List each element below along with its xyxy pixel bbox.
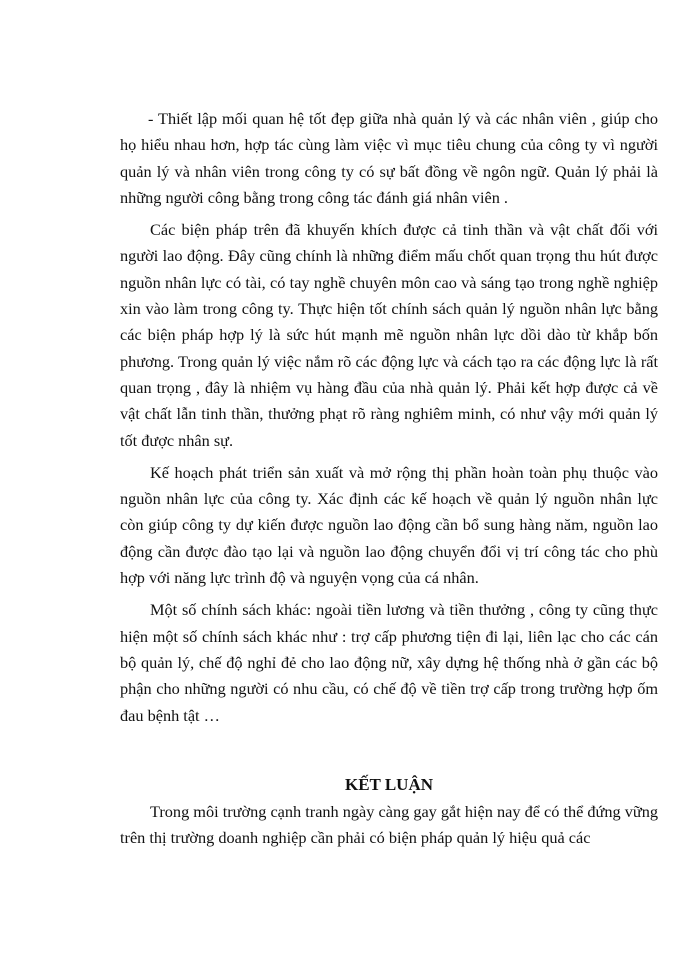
conclusion-paragraph: Trong môi trường cạnh tranh ngày càng gay gắt hiện nay để có thể đứng vững trên thị trường doanh nghiệp cần phải có biện pháp quản lý hiệu quả các	[120, 801, 658, 848]
paragraph-development-plan: Kế hoạch phát triển sản xuất và mở rộng thị phần hoàn toàn phụ thuộc vào nguồn nhân lực của công ty. Xác định các kế hoạch về quản lý nguồn nhân lực còn giúp công ty dự kiến được nguồn lao động cần bổ sung hàng năm, nguồn lao động cần được đào tạo lại và nguồn lao động chuyển đổi vị trí công tác cho phù hợp với năng lực trình độ và nguyện vọng của cá nhân.	[120, 462, 658, 588]
paragraph-other-policies: Một số chính sách khác: ngoài tiền lương và tiền thưởng , công ty cũng thực hiện một số chính sách khác như : trợ cấp phương tiện đi lại, liên lạc cho các cán bộ quản lý, chế độ nghỉ đẻ cho lao động nữ, xây dựng hệ thống nhà ở gần các bộ phận cho những người có nhu cầu, có chế độ về tiền trợ cấp trong trường hợp ốm đau bệnh tật …	[120, 600, 658, 725]
paragraph-incentive-measures: Các biện pháp trên đã khuyến khích được cả tinh thần và vật chất đối với người lao động. Đây cũng chính là những điểm mấu chốt quan trọng thu hút được nguồn nhân lực có tài, có tay nghề chuyên môn cao và sáng tạo trong nghề nghiệp xin vào làm trong công ty. Thực hiện tốt chính sách quản lý nguồn nhân lực bằng các biện pháp hợp lý là sức hút mạnh mẽ nguồn nhân lực dồi dào từ khắp bốn phương. Trong quản lý việc nắm rõ các động lực và cách tạo ra các động lực là rất quan trọng , đây là nhiệm vụ hàng đầu của nhà quản lý. Phải kết hợp được cả về vật chất lẫn tinh thần, thưởng phạt rõ ràng nghiêm minh, có như vậy mới quản lý tốt được nhân sự.	[120, 220, 658, 450]
bullet-paragraph-relationship: - Thiết lập mối quan hệ tốt đẹp giữa nhà quản lý và các nhân viên , giúp cho họ hiểu nhau hơn, hợp tác cùng làm việc vì mục tiêu chung của công ty vì người quản lý và nhân viên trong công ty có sự bất đồng về ngôn ngữ. Quản lý phải là những người công bằng trong công tác đánh giá nhân viên .	[120, 109, 658, 207]
document-body	[120, 106, 658, 857]
conclusion-heading: KẾT LUẬN	[344, 774, 433, 794]
